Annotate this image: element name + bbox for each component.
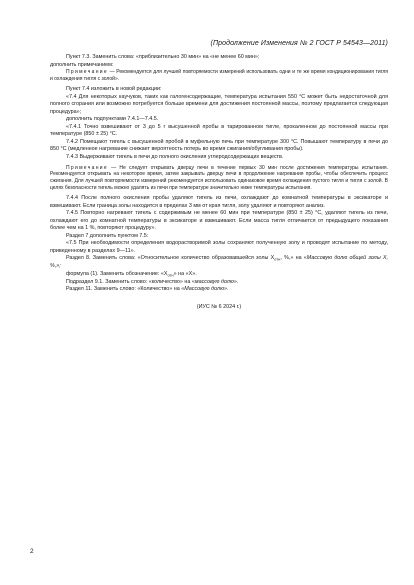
- italic-run: Массовую долю общей золы X, %,»;: [50, 255, 388, 270]
- paragraph: 7.4.2 Помещают тигель с высушенной пробой в муфельную печь при температуре 300 °С. Повышают температуру в печи до 850 °С (медленное нагревание снижает вероятность потерь во время сжигания/обугливания пробы).: [50, 138, 388, 153]
- paragraph: [50, 255, 388, 271]
- paragraph: «7.4.1 Точно взвешивают от 3 до 5 г высушенной пробы в тарированном тигле, прокаленном до постоянной массы при температуре (850 ± 25) °С.: [50, 123, 388, 138]
- text-run: ».: [233, 278, 239, 285]
- paragraph: 7.4.3 Выдерживают тигель в печи до полного окисления углеродсодержащих веществ.: [66, 153, 284, 160]
- page-header: (Продолжение Изменения № 2 ГОСТ Р 54543—2011): [210, 40, 388, 47]
- text-run: , %,» на «: [280, 255, 307, 262]
- note-text: — Рекомендуется для лучшей повторяемости измерений использовать одни и те же время кондиционирования тигля и охлаждения тигля с золой».: [50, 69, 388, 82]
- paragraph: [50, 271, 388, 279]
- note-paragraph: [50, 165, 388, 192]
- paragraph: [50, 279, 388, 287]
- subscript: отн: [167, 272, 174, 278]
- document-body: [50, 54, 388, 311]
- note-text: — Не следует открывать дверцу печи в течение первых 30 мин после достижения температуры испытания. Рекомендуется открывать на некоторое время, затем закрывать дверцу печи в продолжение нагревания пробы, чтобы обеспечить процесс сжигания. Для лучшей повторяемости измерений рекомендуется использовать одинаковое время охлаждения пустого тигля и тигля с золой. В целях безопасности тигель можно удалять из печи при температуре значительно ниже температуры испытания.: [50, 164, 388, 191]
- paragraph: Раздел 7 дополнить пунктом 7.5:: [66, 232, 149, 239]
- text-run: Раздел 11. Заменить слово: «Количество» на «: [66, 286, 185, 293]
- closing-reference: (ИУС № 6 2024 г.): [196, 303, 242, 310]
- italic-run: Массовую долю: [184, 286, 225, 293]
- text-run: формула (1). Заменить обозначение: «X: [66, 270, 168, 277]
- paragraph: «7.5 При необходимости определения водорастворимой золы сохраняют полученную золу и проводят испытание по методу, приведенному в разделах 9—11».: [50, 240, 388, 254]
- paragraph: 7.4.4 После полного окисления пробы удаляют тигель из печи, охлаждают до комнатной температуры в эксикаторе и взвешивают. Если граница золы находится в пределах 3 мм от края тигля, золу удаляют и повторяют анализ.: [50, 195, 388, 209]
- paragraph: дополнить подпунктами 7.4.1—7.4.5.: [66, 116, 159, 123]
- italic-run: массовую долю: [194, 278, 234, 285]
- paragraph: 7.4.5 Повторно нагревают тигель с содержимым не менее 60 мин при температуре (850 ± 25) °С, удаляют тигель из печи, охлаждают его до комнатной температуры в эксикаторе и взвешивают. Если масса тигля отличается от предыдущего показания более чем на 1 %, повторяют процедуру».: [50, 210, 388, 232]
- paragraph: Пункт 7.4 изложить в новой редакции:: [66, 86, 162, 93]
- subscript: отн: [274, 256, 281, 262]
- text-run: » на «X».: [173, 270, 197, 277]
- paragraph: «7.4 Для некоторых каучуков, таких как галогенсодержащие, температура испытания 550 °С может быть недостаточной для полного сгорания или возможно потребуется больше времени для достижения постоянной массы, поэтому предлагается следующая процедура»;: [50, 93, 388, 115]
- text-run: Подраздел 9.1. Заменить слово: «количество» на «: [66, 278, 195, 285]
- paragraph: Пункт 7.3. Заменить слова: «приблизительно 30 мин» на «не менее 60 мин»;: [66, 54, 260, 60]
- note-label: Примечание: [66, 69, 108, 75]
- text-run: ».: [224, 286, 229, 293]
- paragraph: дополнить примечанием:: [50, 61, 114, 68]
- page-number: 2: [30, 548, 34, 555]
- paragraph: [50, 286, 388, 294]
- note-paragraph: [50, 69, 388, 83]
- note-label: Примечание: [66, 164, 108, 171]
- text-run: Раздел 8. Заменить слова: «Относительное количество образовавшейся золы X: [66, 255, 275, 262]
